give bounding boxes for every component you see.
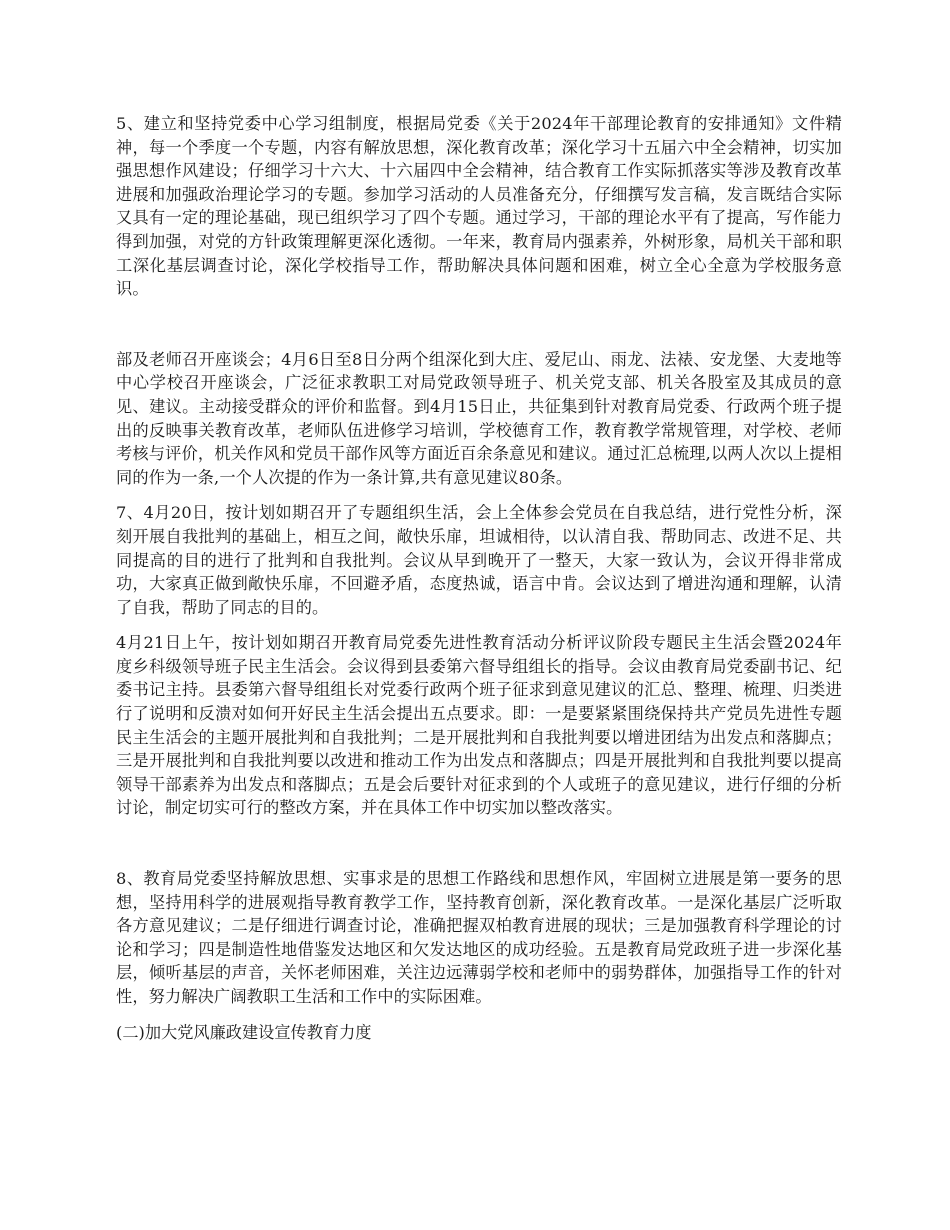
paragraph-emancipating-thought: 8、教育局党委坚持解放思想、实事求是的思想工作路线和思想作风，牢固树立进展是第一要务的思想，坚持用科学的进展观指导教育教学工作，坚持教育创新，深化教育改革。一是深化基层广泛听取各方意见建议；二是仔细进行调查讨论，准确把握双柏教育进展的现状；三是加强教育科学理论的讨论和学习；四是制造性地借鉴发达地区和欠发达地区的成功经验。五是教育局党政班子进一步深化基层，倾听基层的声音，关怀老师困难，关注边远薄弱学校和老师中的弱势群体，加强指导工作的针对性，努力解决广阔教职工生活和工作中的实际困难。: [116, 869, 842, 1006]
paragraph-organization-life: 7、4月20日，按计划如期召开了专题组织生活，会上全体参会党员在自我总结，进行党性分析，深刻开展自我批判的基础上，相互之间，敞快乐扉，坦诚相待，以认清自我、帮助同志、改进不足、共同提高的目的进行了批判和自我批判。会议从早到晚开了一整天，大家一致认为，会议开得非常成功，大家真正做到敞快乐扉，不回避矛盾，态度热诚，语言中肯。会议达到了增进沟通和理解，认清了自我，帮助了同志的目的。: [116, 503, 842, 617]
paragraph-forums: 部及老师召开座谈会；4月6日至8日分两个组深化到大庄、爱尼山、雨龙、法裱、安龙堡、大麦地等中心学校召开座谈会，广泛征求教职工对局党政领导班子、机关党支部、机关各股室及其成员的意见、建议。主动接受群众的评价和监督。到4月15日止，共征集到针对教育局党委、行政两个班子提出的反映事关教育改革，老师队伍进修学习培训，学校德育工作，教育教学常规管理，对学校、老师考核与评价，机关作风和党员干部作风等方面近百余条意见和建议。通过汇总梳理,以两人次以上提相同的作为一条,一个人次提的作为一条计算,共有意见建议80条。: [116, 349, 842, 487]
paragraph-democratic-meeting: 4月21日上午，按计划如期召开教育局党委先进性教育活动分析评议阶段专题民主生活会暨2024年度乡科级领导班子民主生活会。会议得到县委第六督导组组长的指导。会议由教育局党委副书记、纪委书记主持。县委第六督导组组长对党委行政两个班子征求到意见建议的汇总、整理、梳理、归类进行了说明和反溃对如何开好民主生活会提出五点要求。即：一是要紧紧围绕保持共产党员先进性专题民主生活会的主题开展批判和自我批判；二是开展批判和自我批判要以增进团结为出发点和落脚点；三是开展批判和自我批判要以改进和推动工作为出发点和落脚点；四是开展批判和自我批判要以提高领导干部素养为出发点和落脚点；五是会后要针对征求到的个人或班子的意见建议，进行仔细的分析讨论，制定切实可行的整改方案，并在具体工作中切实加以整改落实。: [116, 633, 842, 818]
paragraph-study-group: 5、建立和坚持党委中心学习组制度，根据局党委《关于2024年干部理论教育的安排通知》文件精神，每一个季度一个专题，内容有解放思想，深化教育改革；深化学习十五届六中全会精神，切实加强思想作风建设；仔细学习十六大、十六届四中全会精神，结合教育工作实际抓落实等涉及教育改革进展和加强政治理论学习的专题。参加学习活动的人员准备充分，仔细撰写发言稿，发言既结合实际又具有一定的理论基础，现已组织学习了四个专题。通过学习，干部的理论水平有了提高，写作能力得到加强，对党的方针政策理解更深化透彻。一年来，教育局内强素养，外树形象，局机关干部和职工深化基层调查讨论，深化学校指导工作，帮助解决具体问题和困难，树立全心全意为学校服务意识。: [116, 114, 842, 299]
paragraph-spacer: [116, 619, 842, 631]
paragraph-spacer: [116, 489, 842, 501]
paragraph-spacer: [116, 1009, 842, 1021]
section-heading: (二)加大党风廉政建设宣传教育力度: [116, 1022, 372, 1042]
document-page: [116, 112, 842, 1044]
paragraph-spacer: [116, 301, 842, 348]
paragraph-spacer: [116, 820, 842, 867]
